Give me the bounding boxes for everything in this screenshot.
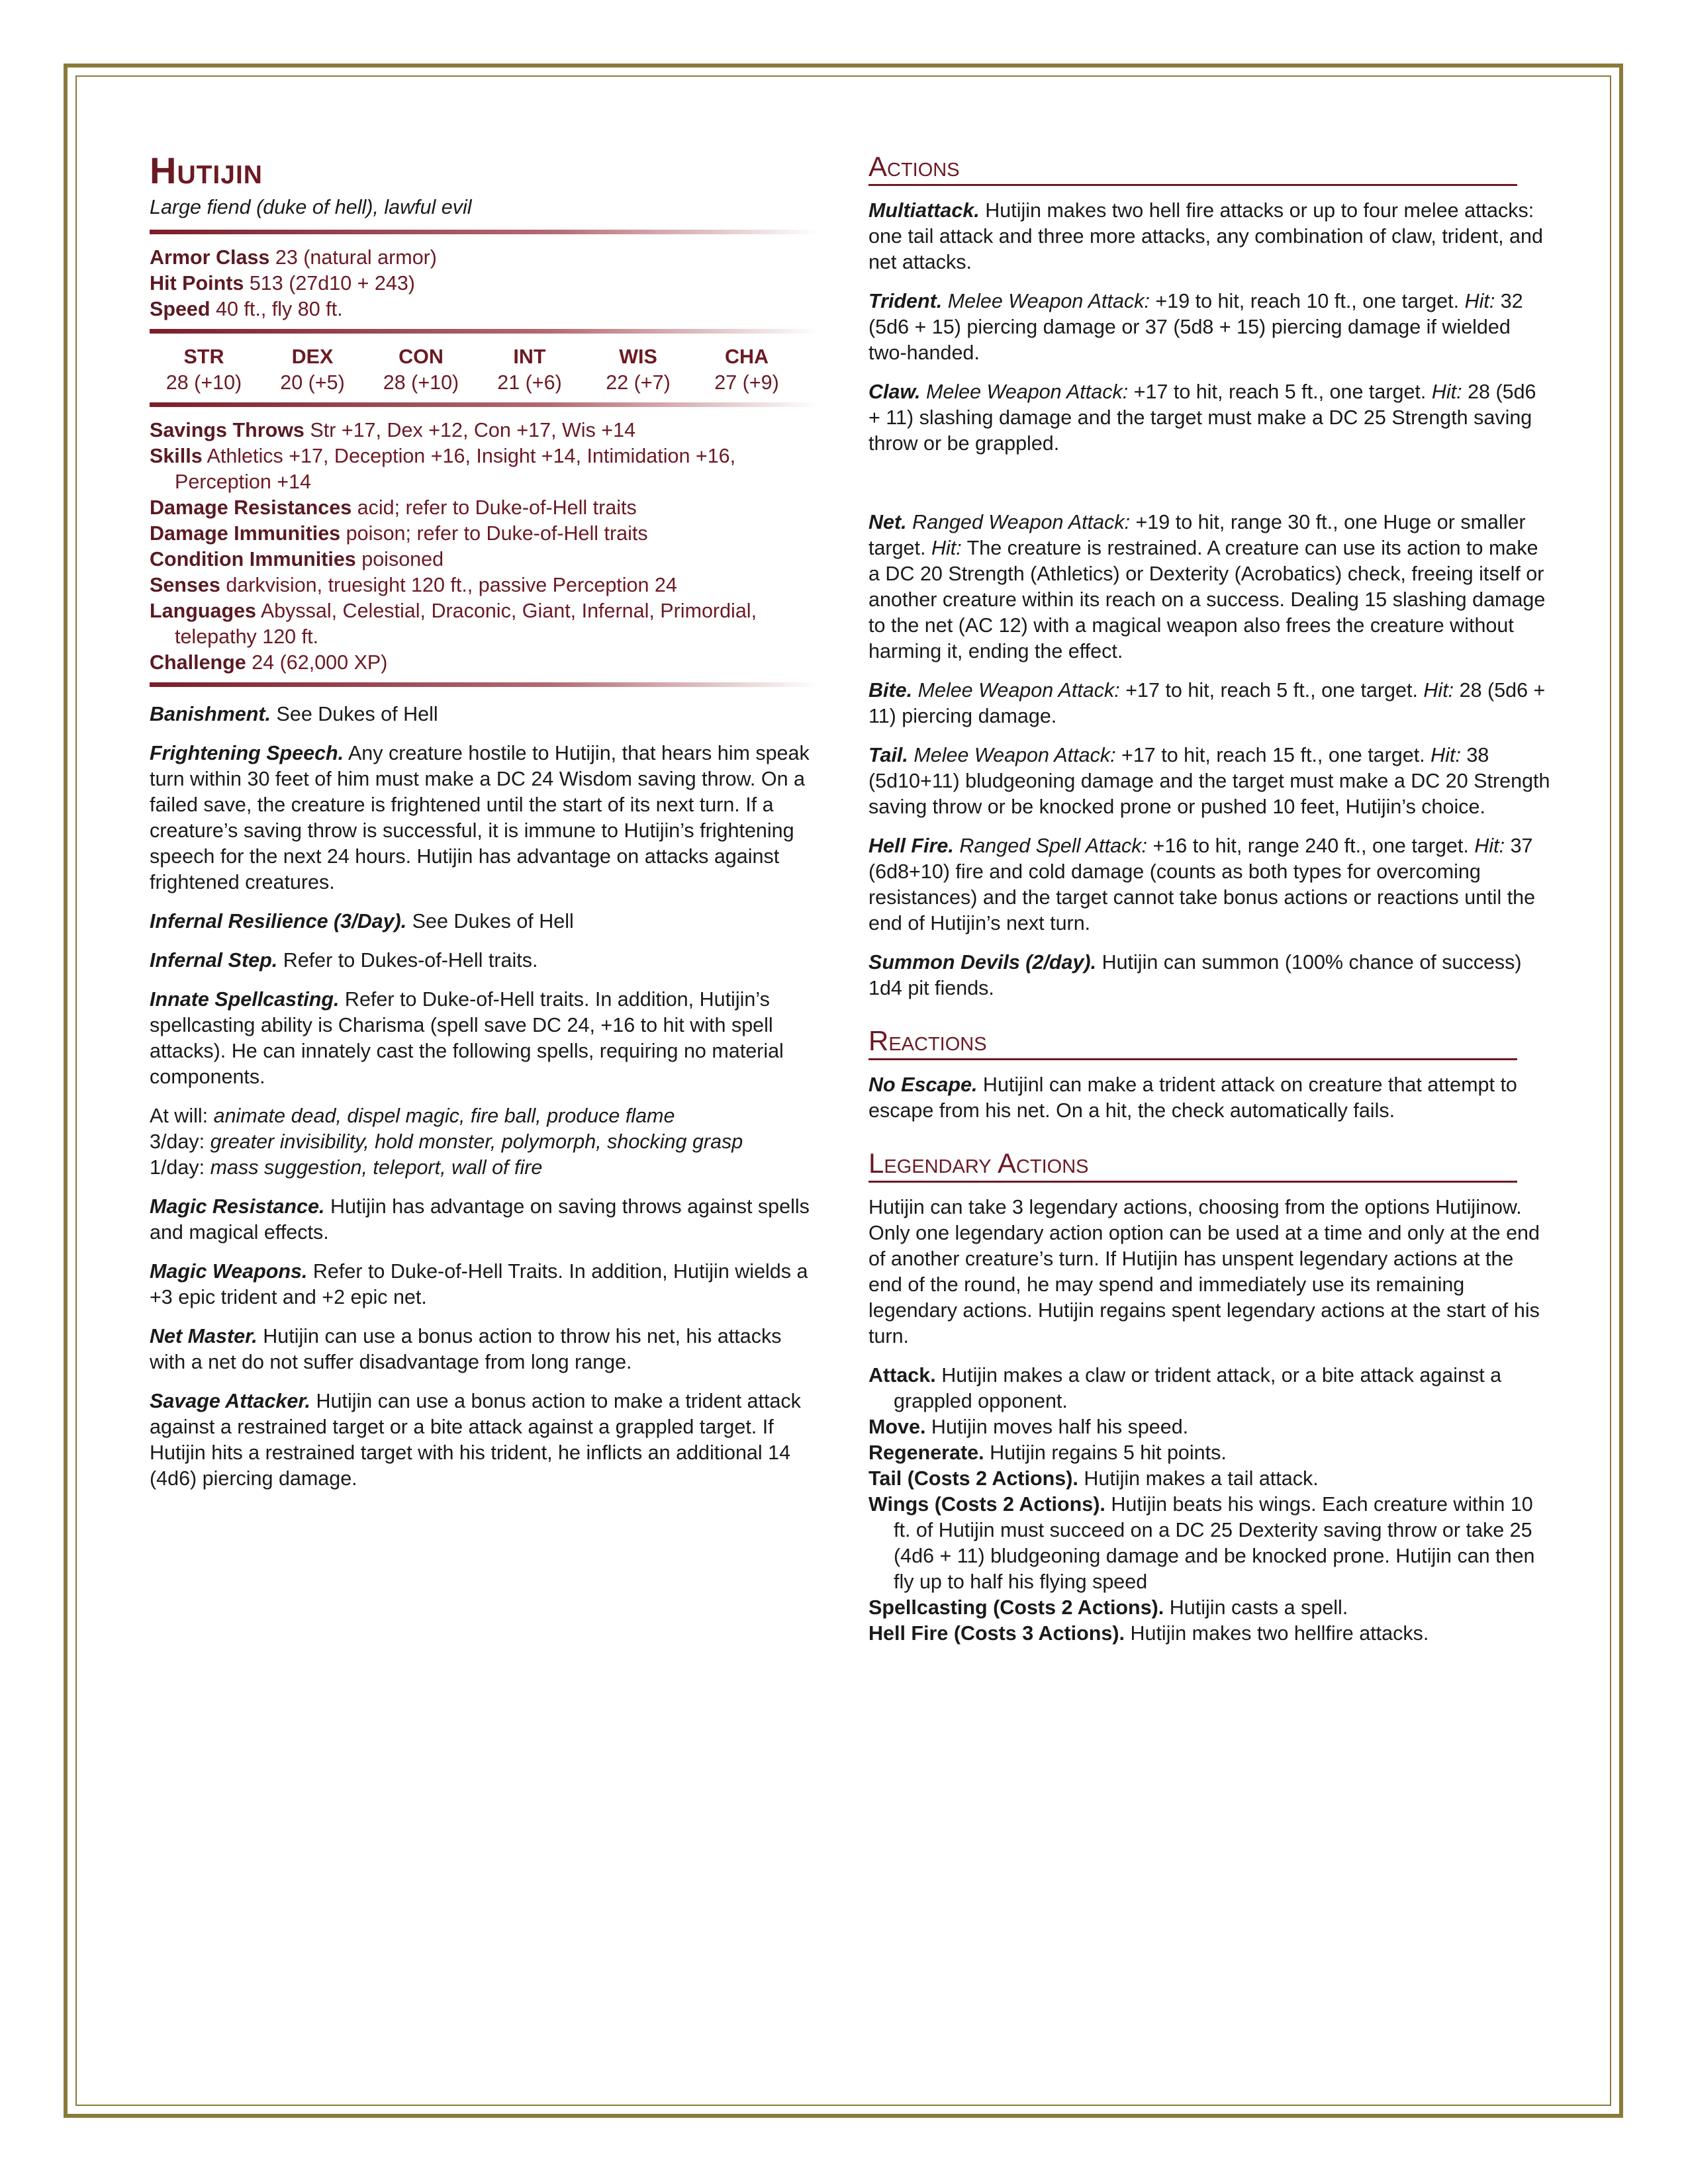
left-column [150,151,818,1505]
action-tail: Tail. Melee Weapon Attack: +17 to hit, reach 15 ft., one target. Hit: 38 (5d10+11) bludgeoning damage and the target must make a DC 20 Strength saving throw or be knocked prone or pushed 10 feet, Hutijin’s choice. [868,744,1550,818]
trait-innate-spellcasting: Innate Spellcasting. Refer to Duke-of-Hell traits. In addition, Hutijin’s spellcasting ability is Charisma (spell save DC 24, +16 to hit with spell attacks). He can innately cast the following spells, requiring no material components. [150,988,784,1088]
reactions-heading: Reactions [868,1025,1517,1060]
skills: Skills Athletics +17, Deception +16, Insight +14, Intimidation +16, Perception +14 [150,445,736,493]
action-net: Net. Ranged Weapon Attack: +19 to hit, range 30 ft., one Huge or smaller target. Hit: The creature is restrained. A creature can use its action to make a DC 20 Strength (Athletics) or Dexterity (Acrobatics) check, freeing itself or another creature within its reach on a success. Dealing 15 slashing damage to the net (AC 12) with a magical weapon also frees the creature without harming it, ending the effect. [868,511,1546,662]
legendary-list [868,1363,1550,1647]
divider [150,402,818,407]
damage-resistances: Damage Resistances acid; refer to Duke-of-Hell traits [150,496,637,519]
legendary-intro: Hutijin can take 3 legendary actions, choosing from the options Hutijinow. Only one legendary action option can be used at a time and only at the end of another creature’s turn. If Hutijin has unspent legendary actions at the end of the round, he may spend and immediately use its remaining legendary actions. Hutijin regains spent legendary actions at the start of his turn. [868,1196,1540,1347]
monster-type: Large fiend (duke of hell), lawful evil [150,196,472,218]
divider [150,230,818,234]
ability-wis: WIS 22 (+7) [606,345,671,394]
ability-int: INT 21 (+6) [497,345,562,394]
trait-magic-weapons: Magic Weapons. Refer to Duke-of-Hell Traits. In addition, Hutijin wields a +3 epic trident and +2 epic net. [150,1260,808,1308]
trait-infernal-step: Infernal Step. Refer to Dukes-of-Hell traits. [150,949,538,972]
trait-net-master: Net Master. Hutijin can use a bonus action to throw his net, his attacks with a net do not suffer disadvantage from long range. [150,1325,782,1373]
spell-line: 1/day: mass suggestion, teleport, wall of fire [150,1156,543,1179]
action-claw: Claw. Melee Weapon Attack: +17 to hit, reach 5 ft., one target. Hit: 28 (5d6 + 11) slashing damage and the target must make a DC 25 Strength saving throw or be grappled. [868,381,1536,455]
divider [150,329,818,334]
reaction-no-escape: No Escape. Hutijinl can make a trident attack on creature that attempt to escape from his net. On a hit, the check automatically fails. [868,1073,1517,1122]
action-trident: Trident. Melee Weapon Attack: +19 to hit, reach 10 ft., one target. Hit: 32 (5d6 + 15) piercing damage or 37 (5d8 + 15) piercing damage if wielded two-handed. [868,290,1523,364]
right-column [868,151,1550,1647]
legendary-attack: Attack. Hutijin makes a claw or trident attack, or a bite attack against a grappled opponent. [868,1364,1502,1412]
ability-str: STR 28 (+10) [165,345,242,394]
legendary-hell-fire: Hell Fire (Costs 3 Actions). Hutijin makes two hellfire attacks. [868,1622,1429,1645]
action-hell-fire: Hell Fire. Ranged Spell Attack: +16 to hit, range 240 ft., one target. Hit: 37 (6d8+10) fire and cold damage (counts as both types for overcoming resistances) and the target cannot take bonus actions or reactions until the end of Hutijin’s next turn. [868,835,1536,934]
spell-line: 3/day: greater invisibility, hold monster, polymorph, shocking grasp [150,1130,743,1153]
trait-infernal-resilience: Infernal Resilience (3/Day). See Dukes of Hell [150,910,574,933]
damage-immunities: Damage Immunities poison; refer to Duke-of-Hell traits [150,522,648,545]
action-multiattack: Multiattack. Hutijin makes two hell fire attacks or up to four melee attacks: one tail attack and three more attacks, any combination of claw, trident, and net attacks. [868,199,1543,273]
legendary-move: Move. Hutijin moves half his speed. [868,1416,1189,1438]
hit-points: Hit Points 513 (27d10 + 243) [150,272,415,295]
trait-banishment: Banishment. See Dukes of Hell [150,703,438,725]
saving-throws: Savings Throws Str +17, Dex +12, Con +17, Wis +14 [150,419,636,441]
ability-cha: CHA 27 (+9) [714,345,779,394]
armor-class: Armor Class 23 (natural armor) [150,246,437,269]
legendary-actions-heading: Legendary Actions [868,1148,1517,1183]
languages: Languages Abyssal, Celestial, Draconic, Giant, Infernal, Primordial, telepathy 120 ft. [150,600,757,648]
speed: Speed 40 ft., fly 80 ft. [150,298,343,320]
legendary-spellcasting: Spellcasting (Costs 2 Actions). Hutijin casts a spell. [868,1596,1348,1619]
legendary-tail: Tail (Costs 2 Actions). Hutijin makes a tail attack. [868,1467,1319,1490]
divider [150,682,818,687]
actions-heading: Actions [868,151,1517,186]
ability-dex: DEX 20 (+5) [280,345,345,394]
spell-list [150,1103,818,1181]
ability-scores [150,344,818,396]
challenge: Challenge 24 (62,000 XP) [150,651,388,674]
action-summon-devils: Summon Devils (2/day). Hutijin can summon (100% chance of success) 1d4 pit fiends. [868,951,1522,999]
monster-name: Hutijin [150,150,263,191]
trait-magic-resistance: Magic Resistance. Hutijin has advantage on saving throws against spells and magical effects. [150,1195,810,1244]
ability-con: CON 28 (+10) [383,345,459,394]
trait-savage-attacker: Savage Attacker. Hutijin can use a bonus action to make a trident attack against a restrained target or a bite attack against a grappled target. If Hutijin hits a restrained target with his trident, he inflicts an additional 14 (4d6) piercing damage. [150,1390,801,1490]
senses: Senses darkvision, truesight 120 ft., passive Perception 24 [150,574,677,596]
action-bite: Bite. Melee Weapon Attack: +17 to hit, reach 5 ft., one target. Hit: 28 (5d6 + 11) piercing damage. [868,679,1546,727]
legendary-wings: Wings (Costs 2 Actions). Hutijin beats his wings. Each creature within 10 ft. of Hutijin must succeed on a DC 25 Dexterity saving throw or take 25 (4d6 + 11) bludgeoning damage and be knocked prone. Hutijin can then fly up to half his flying speed [868,1493,1535,1593]
condition-immunities: Condition Immunities poisoned [150,548,444,570]
legendary-regenerate: Regenerate. Hutijin regains 5 hit points. [868,1441,1227,1464]
spell-line: At will: animate dead, dispel magic, fire ball, produce flame [150,1105,675,1127]
trait-frightening-speech: Frightening Speech. Any creature hostile to Hutijin, that hears him speak turn within 30 feet of him must make a DC 24 Wisdom saving throw. On a failed save, the creature is frightened until the start of its next turn. If a creature’s saving throw is successful, it is immune to Hutijin’s frightening speech for the next 24 hours. Hutijin has advantage on attacks against frightened creatures. [150,742,810,893]
